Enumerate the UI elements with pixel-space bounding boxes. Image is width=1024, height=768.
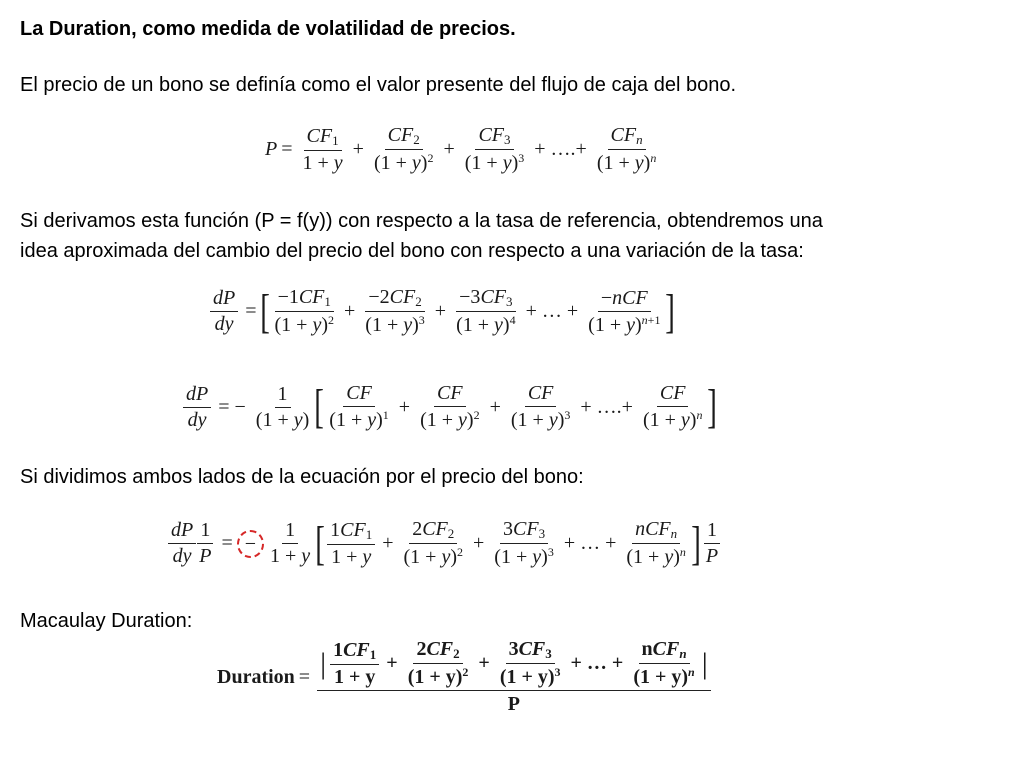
paragraph-divide-by-price: Si dividimos ambos lados de la ecuación por el precio del bono:	[20, 466, 584, 488]
equation-macaulay-duration: Duration = | $\frac{1CF_1}{1 + y}$ + $\frac{2CF_2}{(1 + y)^2}$ + $\frac{3CF_3}{(1 + y)^3}$ + … + $\frac{nCF_n}{(1 + y)^n}$ | P	[217, 638, 714, 716]
equation-relative-change: $\frac{dP}{dy}$ $\frac{1}{P}$ = − $\frac{1}{1 + y}$ [ $\frac{1CF_1}{1 + y}$ + $\frac{2CF_2}{(1 + y)^2}$ + $\frac{3CF_3}{(1 + y)^3}$ + … + $\frac{nCF_n}{(1 + y)^n}$ ] $\frac{1}{P}$	[165, 518, 724, 569]
paragraph-bond-price: El precio de un bono se definía como el valor presente del flujo de caja del bono.	[20, 74, 737, 96]
paragraph-derivative-line2: idea aproximada del cambio del precio del bono con respecto a una variación de la tasa:	[20, 240, 804, 262]
slide-heading: La Duration, como medida de volatilidad de precios.	[20, 18, 516, 40]
paragraph-macaulay-duration: Macaulay Duration:	[20, 610, 193, 632]
equation-derivative: $\frac{dP}{dy}$ = [ $\frac{-1CF_1}{(1 + y)^2}$ + $\frac{-2CF_2}{(1 + y)^3}$ + $\frac{-3CF_3}{(1 + y)^4}$ + … + $\frac{\text{−nCF}}{(1 + y)^{n+1}}$ ]	[207, 286, 674, 337]
paragraph-derivative-line1: Si derivamos esta función (P = f(y)) con respecto a la tasa de referencia, obtendremos una	[20, 210, 823, 232]
equation-derivative-factored: $\frac{dP}{dy}$ = − $\frac{1}{(1 + y)}$ [ $\frac{CF}{(1 + y)^1}$ + $\frac{CF}{(1 + y)^2}$ + $\frac{CF}{(1 + y)^3}$ + ….+ $\frac{CF}{(1 + y)^n}$ ]	[180, 382, 716, 432]
equation-bond-price: P = $\frac{CF_1}{1 + y}$ + $\frac{CF_2}{(1 + y)^2}$ + $\frac{CF_3}{(1 + y)^3}$ + ….+ $\frac{CF_n}{(1 + y)^n}$	[265, 124, 657, 174]
highlight-circle-minus-sign: −	[237, 530, 264, 558]
